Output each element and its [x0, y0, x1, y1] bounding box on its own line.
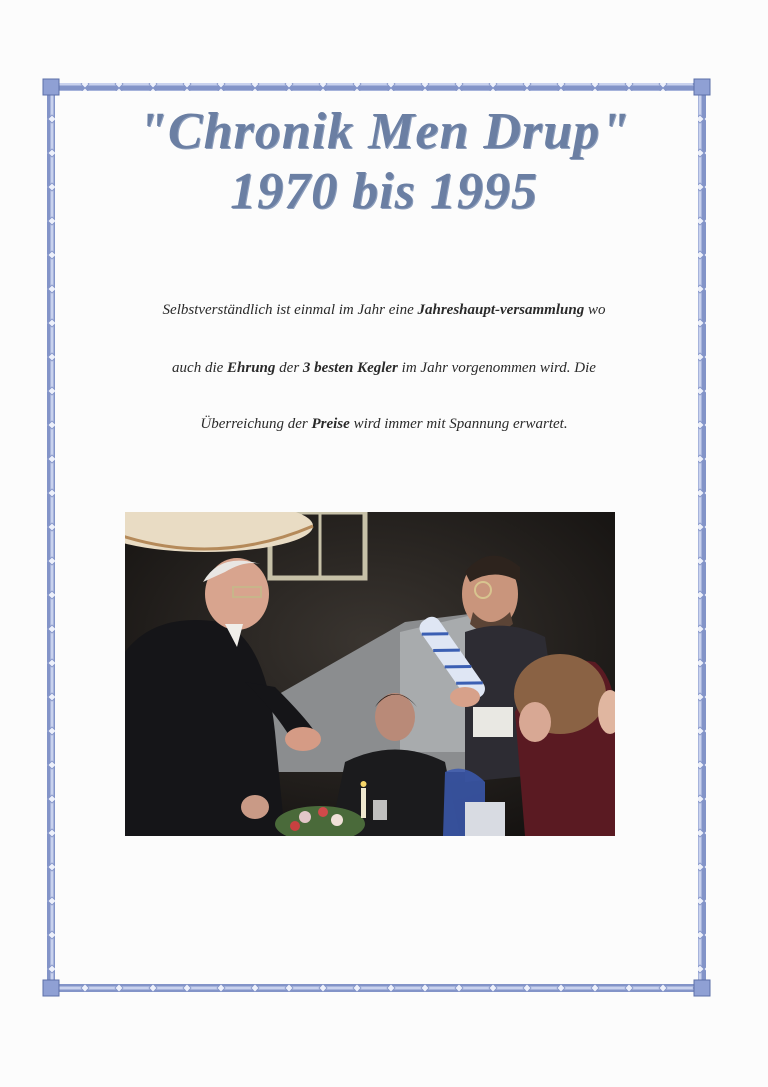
page-title-line-1: "Chronik Men Drup" — [138, 103, 630, 160]
paragraph-line-2: auch die Ehrung der 3 besten Kegler im Jahr vorgenommen wird. Die — [172, 360, 596, 376]
paragraph-line-1: Selbstverständlich ist einmal im Jahr eine Jahreshaupt-versammlung wo — [162, 302, 606, 318]
page-title-line-2: 1970 bis 1995 — [230, 163, 538, 220]
award-ceremony-photo — [125, 512, 615, 836]
paragraph-line-3: Überreichung der Preise wird immer mit Spannung erwartet. — [200, 416, 568, 432]
